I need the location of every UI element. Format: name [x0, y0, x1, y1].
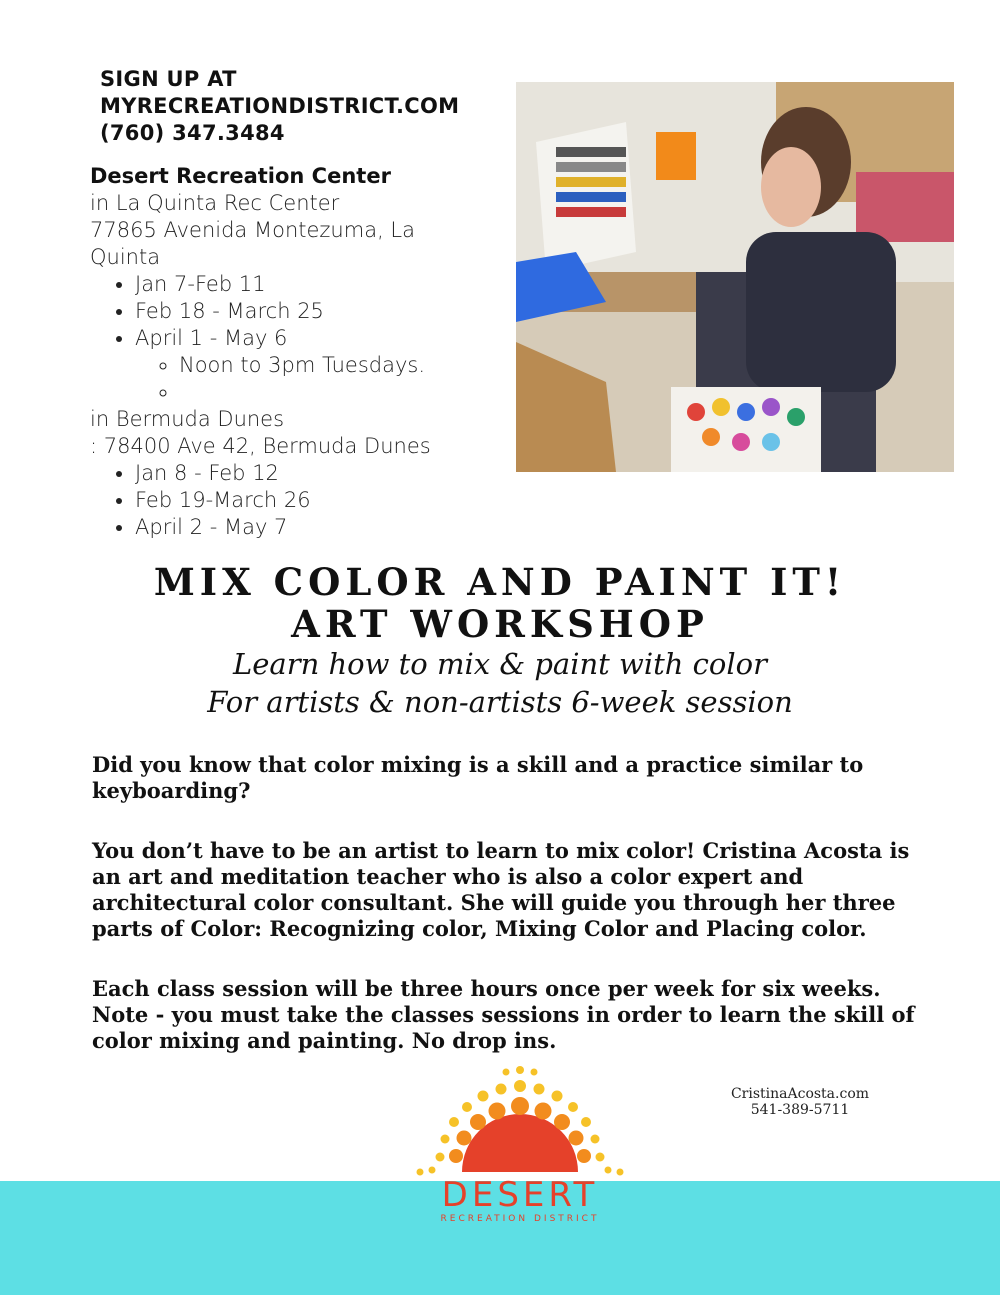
signup-heading: SIGN UP AT [100, 67, 237, 91]
location-2-address: : 78400 Ave 42, Bermuda Dunes [90, 434, 431, 458]
signup-website[interactable]: MYRECREATIONDISTRICT.COM [100, 94, 460, 118]
empty-bullet [179, 379, 490, 406]
subheading-line-1: Learn how to mix & paint with color [233, 647, 767, 681]
date-range: • Jan 7-Feb 11 [135, 271, 490, 298]
class-time: ◦ Noon to 3pm Tuesdays. [179, 352, 490, 379]
location-2-name: in Bermuda Dunes [90, 407, 285, 431]
schedule-paragraph: Each class session will be three hours once per week for six weeks. Note - you must take the classes sessions in order to learn the skill of color mixing and painting. No drop ins. [92, 976, 915, 1053]
intro-paragraph: Did you know that color mixing is a skill and a practice similar to keyboarding? [92, 752, 864, 803]
date-range: • April 1 - May 6 [135, 325, 490, 352]
location-1-dates [90, 271, 490, 352]
photo-illustration [516, 82, 954, 472]
signup-block [100, 66, 520, 147]
headline-line-1: MIX COLOR AND PAINT IT! [153, 560, 847, 604]
date-range: • Feb 18 - March 25 [135, 298, 490, 325]
date-range: • April 2 - May 7 [135, 514, 490, 541]
date-range: • Feb 19-March 26 [135, 487, 490, 514]
location-1-name: in La Quinta Rec Center [90, 191, 340, 215]
location-1-times [90, 352, 490, 406]
location-2-dates [90, 460, 490, 541]
contact-website[interactable]: CristinaAcosta.com [730, 1086, 870, 1102]
subheading-line-2: For artists & non-artists 6-week session [207, 685, 793, 719]
date-range: • Jan 8 - Feb 12 [135, 460, 490, 487]
venue-name: Desert Recreation Center [90, 164, 391, 188]
contact-phone[interactable]: 541-389-5711 [750, 1102, 850, 1118]
description-paragraph: You don’t have to be an artist to learn to mix color! Cristina Acosta is an art and meditation teacher who is also a color expert and architectural color consultant. She will guide you through her three parts of Color: Recognizing color, Mixing Color and Placing color. [92, 838, 910, 941]
locations-block [90, 163, 490, 541]
desert-recreation-district-logo [400, 1062, 640, 1232]
artist-painting-photo [516, 82, 954, 472]
location-1-address: 77865 Avenida Montezuma, La Quinta [90, 218, 415, 269]
signup-phone[interactable]: (760) 347.3484 [100, 121, 285, 145]
headline-line-2: ART WORKSHOP [291, 602, 709, 646]
contact-info [700, 1086, 900, 1118]
logo-wordmark: DESERT [441, 1175, 599, 1215]
logo-tagline: RECREATION DISTRICT [440, 1214, 600, 1224]
